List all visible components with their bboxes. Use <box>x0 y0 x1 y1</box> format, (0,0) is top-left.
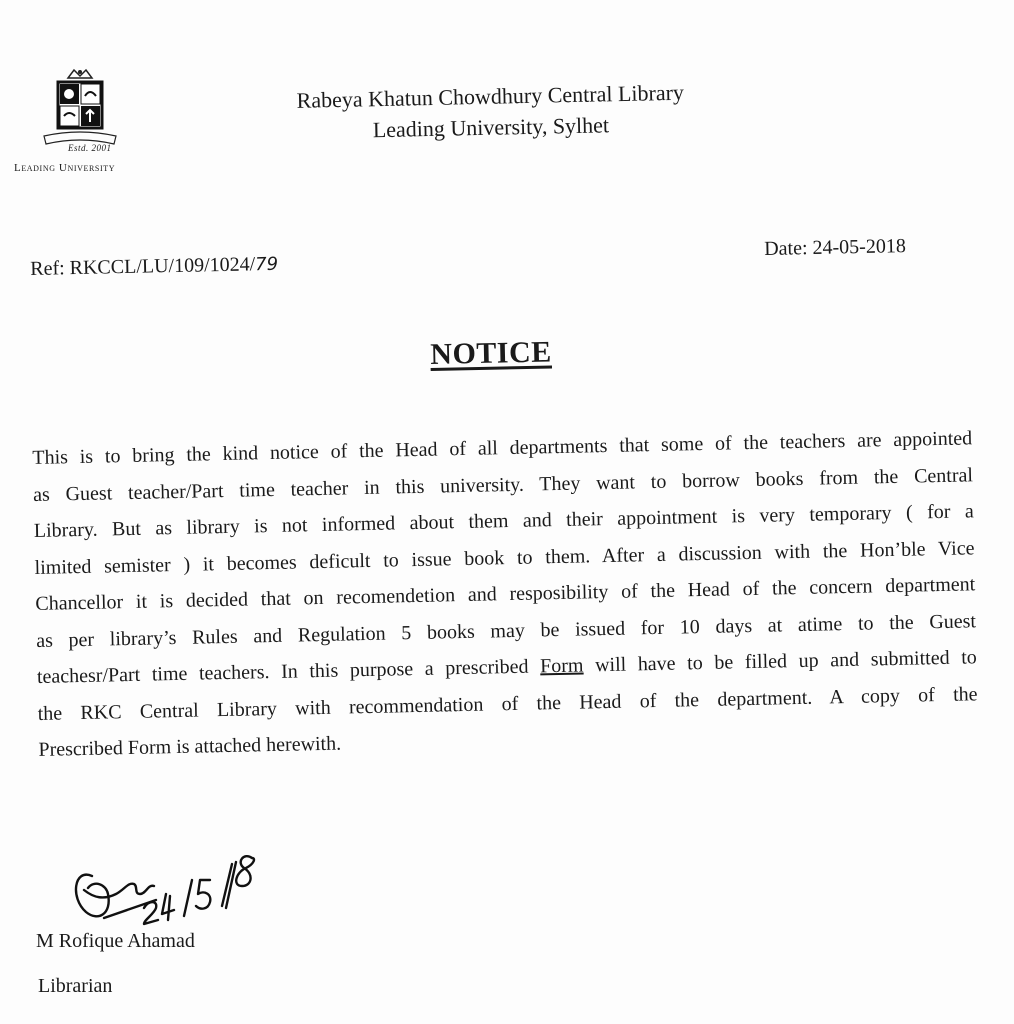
signature-mark <box>64 828 264 938</box>
university-location: Leading University, Sylhet <box>372 112 610 143</box>
body-line-part: teachesr/Part time teachers. In this purpose a prescribed <box>36 655 541 688</box>
letterhead <box>240 76 741 148</box>
library-name: Rabeya Khatun Chowdhury Central Library <box>296 79 685 113</box>
body-line: Prescribed Form is attached herewith. <box>38 732 342 761</box>
body-line: limited semister ) it becomes deficult to issue book to them. After a discussion with the Hon’ble Vice <box>34 536 975 579</box>
signatory-title: Librarian <box>38 975 113 997</box>
logo-university-name: Leading University <box>14 162 116 174</box>
reference-number <box>30 253 278 281</box>
body-line: as per library’s Rules and Regulation 5 books may be issued for 10 days at atime to the Guest <box>35 609 977 652</box>
form-reference: Form <box>539 654 584 678</box>
university-crest-icon <box>30 66 130 146</box>
notice-date: Date: 24-05-2018 <box>764 235 907 260</box>
signatory-name: M Rofique Ahamad <box>36 930 195 952</box>
body-line: This is to bring the kind notice of the Head of all departments that some of the teachers are appointed <box>32 427 973 469</box>
university-logo <box>14 66 154 178</box>
reference-label: Ref: RKCCL/LU/109/1024/ <box>30 253 256 280</box>
body-line-part: will have to be filled up and submitted to <box>583 646 977 677</box>
notice-body <box>32 420 979 768</box>
logo-established-text: Estd. 2001 <box>68 143 112 153</box>
body-line: Chancellor it is decided that on recomendetion and resposibility of the Head of the concern department <box>35 573 976 615</box>
reference-handwritten-number: 79 <box>254 253 279 276</box>
handwritten-signature <box>64 828 264 938</box>
notice-title: NOTICE <box>430 335 553 371</box>
body-line: the RKC Central Library with recommendation of the Head of the department. A copy of the <box>37 682 978 725</box>
body-line: as Guest teacher/Part time teacher in this university. They want to borrow books from the Central <box>32 463 974 506</box>
body-line: Library. But as library is not informed about them and their appointment is very temporary ( for a <box>33 500 974 542</box>
